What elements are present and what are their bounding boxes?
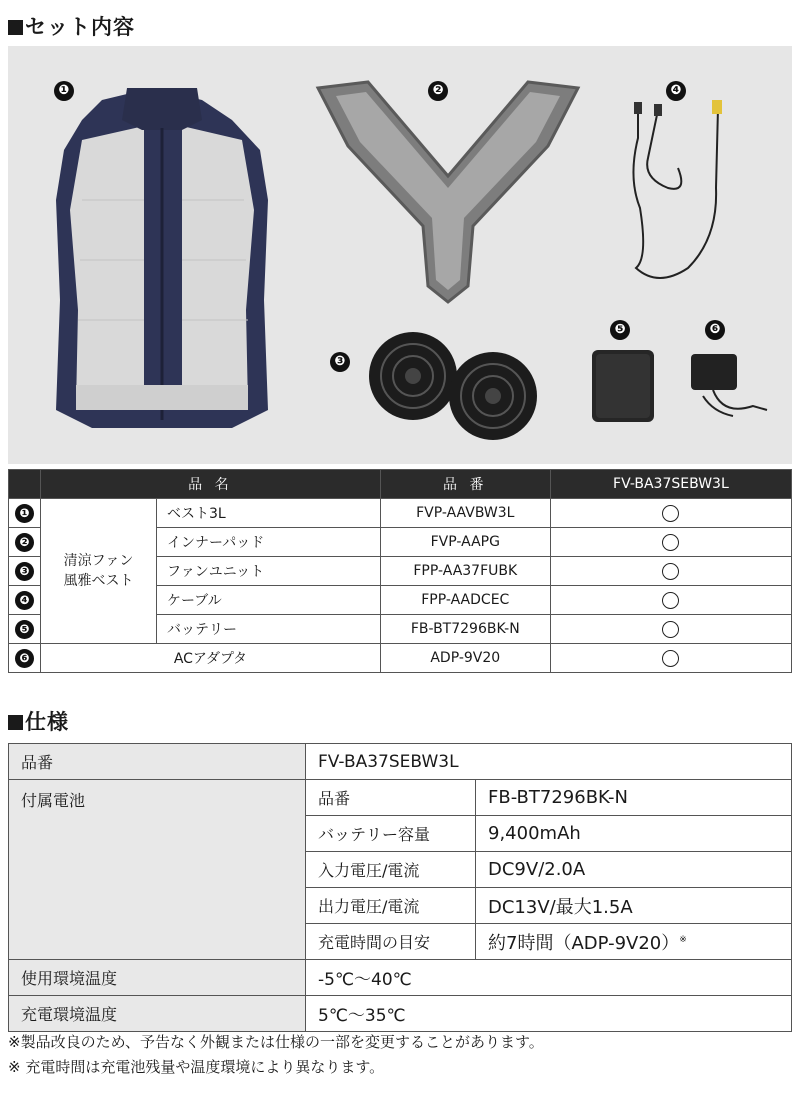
header-part-number: 品 番 (380, 470, 550, 499)
item-name: バッテリー (157, 615, 381, 644)
spec-value: FV-BA37SEBW3L (306, 744, 792, 780)
footnote: ※ 充電時間は充電池残量や温度環境により異なります。 (8, 1058, 385, 1076)
battery-image (586, 346, 666, 426)
item-number-1: ❶ (54, 81, 74, 101)
part-number: ADP-9V20 (380, 644, 550, 673)
header-item-name: 品 名 (41, 470, 381, 499)
item-number-3: ❸ (330, 352, 350, 372)
spec-value: -5℃～40℃ (306, 960, 792, 996)
included-circle-icon (662, 534, 679, 551)
spec-label: 使用環境温度 (9, 960, 306, 996)
table-row (9, 744, 792, 780)
item-number-4: ❹ (666, 81, 686, 101)
row-number: ❸ (15, 562, 34, 581)
fan-units-image (358, 328, 558, 448)
square-bullet-icon (8, 20, 23, 35)
row-number: ❶ (15, 504, 34, 523)
note-mark: ※ (679, 934, 687, 945)
spec-value (476, 924, 792, 960)
part-number: FVP-AAVBW3L (380, 499, 550, 528)
spec-value: DC13V/最大1.5A (476, 888, 792, 924)
header-blank (9, 470, 41, 499)
spec-value: 5℃～35℃ (306, 996, 792, 1032)
spec-sublabel: バッテリー容量 (306, 816, 476, 852)
item-number-6: ❻ (705, 320, 725, 340)
part-number: FPP-AADCEC (380, 586, 550, 615)
spec-label: 充電環境温度 (9, 996, 306, 1032)
included-circle-icon (662, 621, 679, 638)
set-table-header (9, 470, 792, 499)
spec-sublabel: 品番 (306, 780, 476, 816)
row-number: ❷ (15, 533, 34, 552)
item-name: ファンユニット (157, 557, 381, 586)
charge-time-value: 約7時間（ADP-9V20） (488, 932, 680, 954)
footnote: ※製品改良のため、予告なく外観または仕様の一部を変更することがあります。 (8, 1033, 544, 1051)
spec-sublabel: 入力電圧/電流 (306, 852, 476, 888)
group-label-line2: 風雅ベスト (63, 573, 134, 589)
spec-label: 品番 (9, 744, 306, 780)
row-number: ❺ (15, 620, 34, 639)
spec-value: FB-BT7296BK-N (476, 780, 792, 816)
vest-image (32, 80, 292, 440)
table-row (9, 499, 792, 528)
spec-label: 付属電池 (9, 780, 306, 960)
table-row (9, 960, 792, 996)
square-bullet-icon (8, 715, 23, 730)
item-name: ベスト3L (157, 499, 381, 528)
spec-value: DC9V/2.0A (476, 852, 792, 888)
included-circle-icon (662, 650, 679, 667)
ac-adapter-image (683, 346, 773, 426)
included-circle-icon (662, 505, 679, 522)
part-number: FB-BT7296BK-N (380, 615, 550, 644)
table-row (9, 996, 792, 1032)
header-model: FV-BA37SEBW3L (550, 470, 791, 499)
group-label (41, 499, 157, 644)
item-name: インナーパッド (157, 528, 381, 557)
spec-table (8, 743, 792, 1032)
set-contents-title-text: セット内容 (25, 15, 135, 39)
included-circle-icon (662, 592, 679, 609)
group-label-line1: 清涼ファン (63, 553, 134, 569)
row-number: ❹ (15, 591, 34, 610)
cable-image (608, 98, 738, 298)
footnotes (8, 1030, 544, 1080)
inner-pad-image (308, 76, 588, 316)
set-contents-title (8, 11, 135, 41)
item-name: ケーブル (157, 586, 381, 615)
item-number-5: ❺ (610, 320, 630, 340)
spec-title-text: 仕様 (25, 710, 69, 734)
table-row (9, 644, 792, 673)
item-number-2: ❷ (428, 81, 448, 101)
spec-title (8, 706, 69, 736)
spec-sublabel: 出力電圧/電流 (306, 888, 476, 924)
spec-value: 9,400mAh (476, 816, 792, 852)
table-row (9, 780, 792, 816)
included-circle-icon (662, 563, 679, 580)
part-number: FVP-AAPG (380, 528, 550, 557)
part-number: FPP-AA37FUBK (380, 557, 550, 586)
product-photo (8, 46, 792, 464)
item-name: ACアダプタ (41, 644, 381, 673)
spec-sublabel: 充電時間の目安 (306, 924, 476, 960)
row-number: ❻ (15, 649, 34, 668)
set-contents-table (8, 469, 792, 673)
